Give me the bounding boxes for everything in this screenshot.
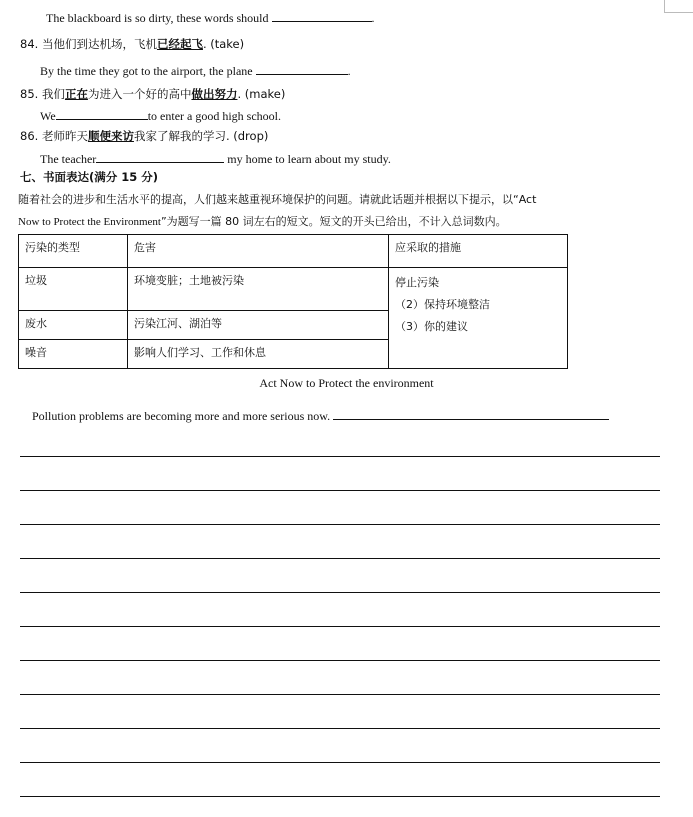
q84-hint: (take) — [210, 37, 245, 51]
writing-line[interactable] — [20, 456, 660, 457]
writing-line[interactable] — [20, 660, 660, 661]
instructions-essay-title: Now to Protect the Environment — [18, 216, 161, 228]
q84-cn-key: 已经起飞 — [156, 37, 203, 51]
q84-answer-blank[interactable] — [256, 63, 348, 75]
q86-answer-blank[interactable] — [96, 151, 224, 163]
table-cell-harm: 环境变脏；土地被污染 — [128, 268, 389, 311]
table-cell-type: 噪音 — [19, 340, 128, 369]
essay-opening-text: Pollution problems are becoming more and more serious now. — [32, 409, 331, 423]
q85-cn-key2: 做出努力 — [191, 87, 238, 101]
writing-line[interactable] — [20, 796, 660, 797]
q86-cn-key: 顺便来访 — [87, 129, 134, 143]
q86-number: 86. — [20, 129, 39, 143]
q84-cn-post: . — [202, 37, 207, 51]
table-cell-type: 垃圾 — [19, 268, 128, 311]
pollution-table — [18, 234, 568, 369]
section-title: 七、书面表达(满分 15 分) — [20, 170, 159, 184]
section-instructions-line1: 随着社会的进步和生活水平的提高，人们越来越重视环境保护的问题。请就此话题并根据以下提示，以“Act — [18, 193, 537, 206]
writing-line[interactable] — [20, 728, 660, 729]
instructions-rest: ”为题写一篇 80 词左右的短文。短文的开头已给出，不计入总词数内。 — [160, 215, 507, 228]
q85-hint: (make) — [244, 87, 286, 101]
writing-line[interactable] — [20, 762, 660, 763]
writing-line[interactable] — [20, 694, 660, 695]
q86-cn-post: 我家了解我的学习. — [133, 129, 230, 143]
q84-chinese-line — [20, 36, 244, 52]
q83-answer-blank[interactable] — [272, 10, 372, 22]
writing-line[interactable] — [20, 558, 660, 559]
q85-cn-pre: 我们 — [41, 87, 65, 101]
q86-english-post: my home to learn about my study. — [227, 152, 391, 166]
q86-english-line — [40, 151, 391, 167]
q85-number: 85. — [20, 87, 39, 101]
table-header-harm: 危害 — [128, 235, 389, 268]
writing-line[interactable] — [20, 626, 660, 627]
q86-english-pre: The teacher — [40, 152, 97, 166]
q85-cn-key1: 正在 — [64, 87, 88, 101]
table-cell-type: 废水 — [19, 311, 128, 340]
q84-cn-pre: 当他们到达机场，飞机 — [41, 37, 157, 51]
table-header-row — [19, 235, 568, 268]
table-header-measures: 应采取的措施 — [389, 235, 568, 268]
essay-answer-blank[interactable] — [333, 408, 609, 420]
q85-cn-mid: 为进入一个好的高中 — [87, 87, 192, 101]
essay-title: Act Now to Protect the environment — [259, 376, 434, 390]
q85-answer-blank[interactable] — [56, 108, 148, 120]
page-corner-mark — [664, 0, 693, 13]
table-cell-harm: 污染江河、湖泊等 — [128, 311, 389, 340]
table-header-type: 污染的类型 — [19, 235, 128, 268]
writing-line[interactable] — [20, 592, 660, 593]
writing-line[interactable] — [20, 524, 660, 525]
q85-english-post: to enter a good high school. — [147, 109, 282, 123]
q84-english-text: By the time they got to the airport, the plane — [40, 64, 253, 78]
section-instructions-line2 — [18, 214, 507, 230]
measure-item: 停止污染 — [395, 276, 439, 289]
q83-english-line: The blackboard is so dirty, these words should . — [46, 11, 375, 25]
q85-cn-post: . — [237, 87, 242, 101]
table-row — [19, 268, 568, 311]
measure-item: （3）你的建议 — [395, 320, 468, 333]
q85-english-line — [40, 108, 281, 124]
q83-english-text: The blackboard is so dirty, these words should — [46, 11, 269, 25]
table-cell-harm: 影响人们学习、工作和休息 — [128, 340, 389, 369]
table-cell-measures — [389, 268, 568, 369]
q86-hint: (drop) — [233, 129, 269, 143]
q85-chinese-line — [20, 86, 285, 102]
essay-opening-line — [32, 408, 609, 424]
q86-cn-pre: 老师昨天 — [41, 129, 88, 143]
writing-line[interactable] — [20, 490, 660, 491]
q85-english-pre: We — [40, 109, 56, 123]
q86-chinese-line — [20, 128, 268, 144]
measure-item: （2）保持环境整洁 — [395, 298, 490, 311]
q84-english-line: By the time they got to the airport, the plane . — [40, 64, 351, 78]
q84-number: 84. — [20, 37, 39, 51]
